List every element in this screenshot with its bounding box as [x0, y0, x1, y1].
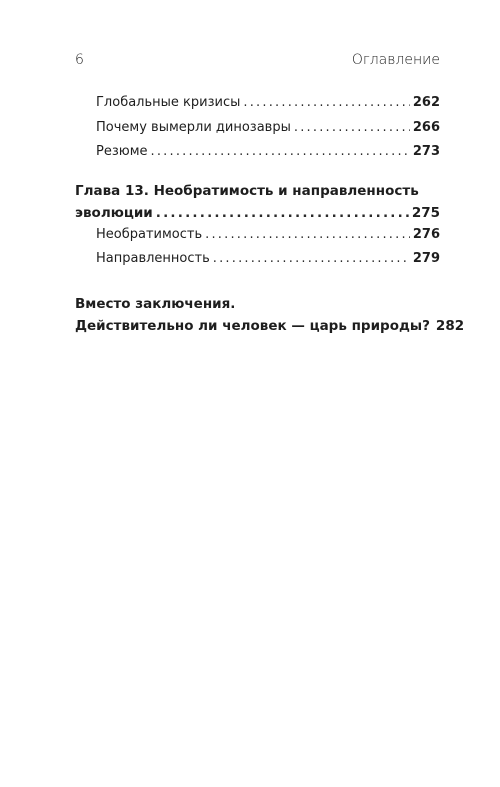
page-header [0, 0, 500, 80]
toc-entry-page: 262 [412, 95, 440, 110]
toc-entry-page: 266 [412, 119, 440, 135]
toc-entry-title: Направленность [96, 251, 210, 266]
toc-entry-chapter-13[interactable] [75, 202, 440, 224]
dot-leader [294, 117, 410, 139]
toc-entry-title: Глобальные кризисы [96, 95, 241, 110]
toc-entry-title: Необратимость [96, 226, 203, 242]
chapter-13-title-line1[interactable]: Глава 13. Необратимость и направленность [75, 182, 419, 199]
toc-entry-page: 276 [412, 226, 440, 242]
conclusion-title-line2: Действительно ли человек — царь природы? [75, 317, 430, 334]
running-title: Оглавление [351, 52, 440, 68]
toc-entry-page: 279 [412, 251, 440, 266]
dot-leader [151, 141, 410, 163]
dot-leader [213, 248, 410, 270]
toc-entry-title: Почему вымерли динозавры [96, 119, 291, 135]
toc-entry-conclusion[interactable] [75, 315, 465, 337]
toc-entry-title: Резюме [96, 144, 148, 159]
toc-entry-page: 273 [412, 144, 440, 159]
conclusion-title-line1[interactable]: Вместо заключения. [75, 295, 236, 312]
dot-leader [205, 224, 410, 246]
chapter-13-title-line2: эволюции [75, 204, 153, 221]
toc-entry-global-crises[interactable] [75, 92, 440, 117]
toc-entry-page: 275 [411, 204, 440, 221]
table-of-contents [75, 92, 465, 337]
toc-entry-page: 282 [435, 317, 465, 334]
dot-leader [243, 92, 409, 114]
toc-entry-irreversibility[interactable] [75, 224, 440, 249]
dot-leader [156, 202, 409, 224]
page-number: 6 [75, 52, 84, 68]
toc-entry-directionality[interactable] [75, 248, 440, 273]
toc-entry-summary[interactable] [75, 141, 440, 166]
toc-entry-dinosaurs[interactable] [75, 117, 440, 142]
